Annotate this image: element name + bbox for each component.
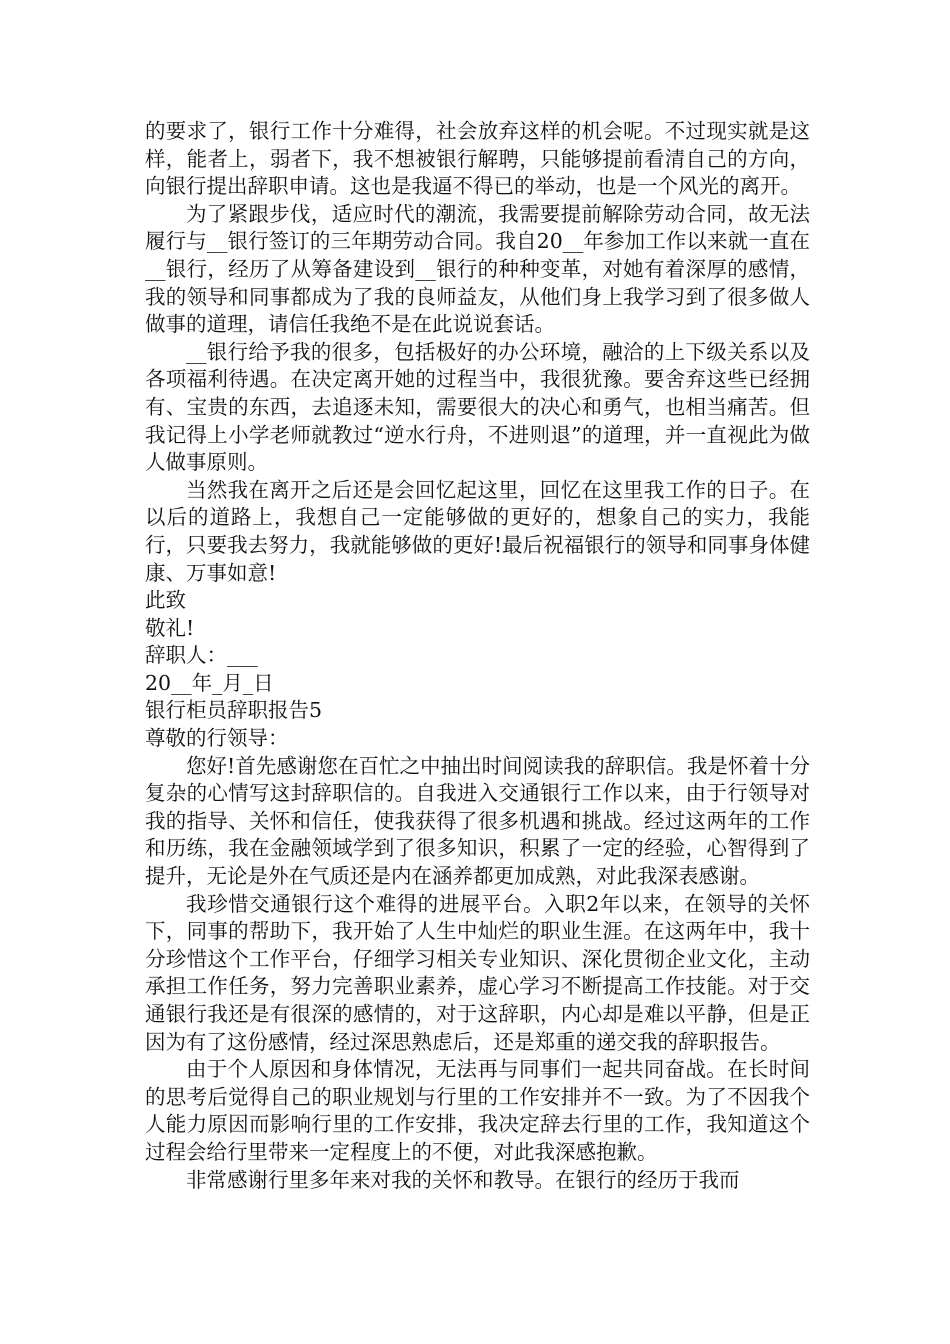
paragraph: 的要求了，银行工作十分难得，社会放弃这样的机会呢。不过现实就是这样，能者上，弱者下，我不想被银行解聘，只能够提前看清自己的方向，向银行提出辞职申请。这也是我逼不得已的举动，也是一个风光的离开。 bbox=[145, 119, 810, 199]
paragraph: __银行给予我的很多，包括极好的办公环境，融洽的上下级关系以及各项福利待遇。在决定离开她的过程当中，我很犹豫。要舍弃这些已经拥有、宝贵的东西，去追逐未知，需要很大的决心和勇气，也相当痛苦。但我记得上小学老师就教过“逆水行舟，不进则退”的道理，并一直视此为做人做事原则。 bbox=[145, 339, 810, 475]
paragraph: 您好!首先感谢您在百忙之中抽出时间阅读我的辞职信。我是怀着十分复杂的心情写这封辞职信的。自我进入交通银行工作以来，由于行领导对我的指导、关怀和信任，使我获得了很多机遇和挑战。经过这两年的工作和历练，我在金融领域学到了很多知识，积累了一定的经验，心智得到了提升，无论是外在气质还是内在涵养都更加成熟，对此我深表感谢。 bbox=[145, 753, 810, 889]
paragraph: 由于个人原因和身体情况，无法再与同事们一起共同奋战。在长时间的思考后觉得自己的职业规划与行里的工作安排并不一致。为了不因我个人能力原因而影响行里的工作安排，我决定辞去行里的工作，我知道这个过程会给行里带来一定程度上的不便，对此我深感抱歉。 bbox=[145, 1057, 810, 1164]
paragraph: 为了紧跟步伐，适应时代的潮流，我需要提前解除劳动合同，故无法履行与__银行签订的三年期劳动合同。我自20__年参加工作以来就一直在__银行，经历了从筹备建设到__银行的种种变革，对她有着深厚的感情，我的领导和同事都成为了我的良师益友，从他们身上我学习到了很多做人做事的道理，请信任我绝不是在此说说套话。 bbox=[145, 201, 810, 337]
paragraph: 我珍惜交通银行这个难得的进展平台。入职2年以来，在领导的关怀下，同事的帮助下，我开始了人生中灿烂的职业生涯。在这两年中，我十分珍惜这个工作平台，仔细学习相关专业知识、深化贯彻企业文化，主动承担工作任务，努力完善职业素养，虚心学习不断提高工作技能。对于交通银行我还是有很深的感情的，对于这辞职，内心却是难以平静，但是正因为有了这份感情，经过深思熟虑后，还是郑重的递交我的辞职报告。 bbox=[145, 891, 810, 1054]
closing-salutation: 此致 bbox=[145, 588, 186, 613]
paragraph: 非常感谢行里多年来对我的关怀和教导。在银行的经历于我而 bbox=[186, 1167, 740, 1192]
date-line: 20__年_月_日 bbox=[145, 670, 274, 695]
section-title: 银行柜员辞职报告5 bbox=[145, 698, 323, 723]
paragraph: 当然我在离开之后还是会回忆起这里，回忆在这里我工作的日子。在以后的道路上，我想自己一定能够做的更好的，想象自己的实力，我能行，只要我去努力，我就能够做的更好!最后祝福银行的领导和同事身体健康、万事如意! bbox=[145, 477, 810, 585]
closing-regards: 敬礼! bbox=[145, 615, 195, 640]
greeting: 尊敬的行领导： bbox=[145, 726, 289, 751]
letter-body bbox=[145, 118, 810, 1194]
signature-line: 辞职人：___ bbox=[145, 643, 258, 668]
